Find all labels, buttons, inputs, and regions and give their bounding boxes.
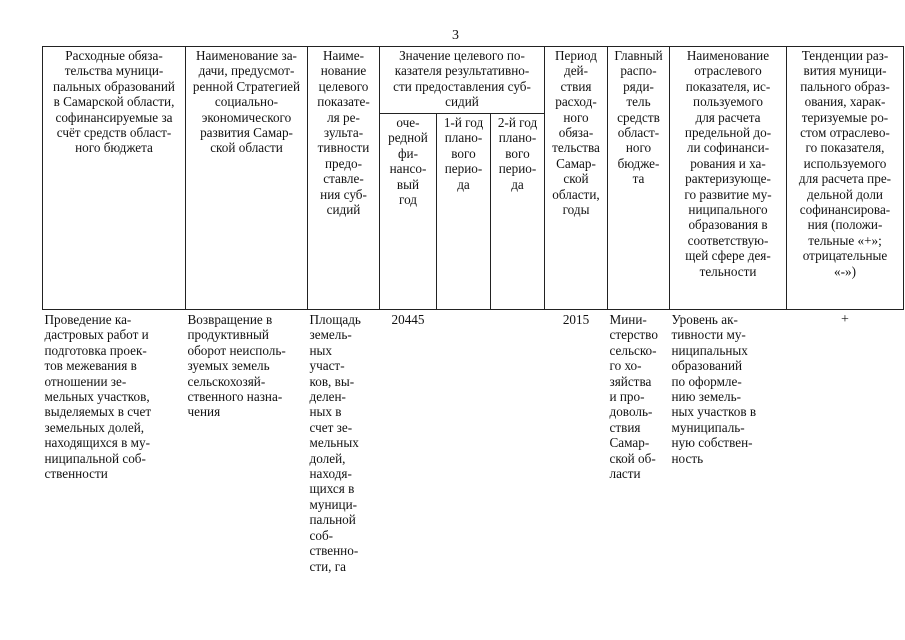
row-administrator-text: Мини- стерство сельско- го хо- зяйства и про- доволь- ствия Самар- ской об- ласти (609, 312, 658, 482)
header-second-planning-year: 2-й год плано- вого перио- да (491, 114, 545, 310)
header-current-year: оче- редной фи- нансо- вый год (380, 114, 437, 310)
page-number: 3 (452, 28, 459, 43)
header-first-planning-year: 1-й год плано- вого перио- да (437, 114, 491, 310)
row-trend-sign: + (841, 312, 849, 327)
header-task-name: Наименование за- дачи, предусмот- ренной Стратегией социально- экономического развития Самар- ской области (186, 47, 308, 310)
row-value-second-planning-year (491, 310, 545, 575)
row-value-current-year: 20445 (391, 312, 425, 327)
row-indicator-text: Площадь земель- ных участ- ков, вы- делен- ных в счет зе- мельных долей, находя- щихся в муници- пальной соб- ственно- сти, га (309, 312, 361, 574)
header-obligation-period: Период дей- ствия расход- ного обяза- тельства Самар- ской области, годы (545, 47, 608, 310)
header-development-trends: Тенденции раз- вития муници- пального образ- ования, харак- теризуемые ро- стом отраслево- го показателя, используемого для расчета пре- дельной доли софинансирова- ния (положи- тельные «+»; отрицательные «-») (787, 47, 904, 310)
header-chief-administrator: Главный распо- ряди- тель средств област- ного бюдже- та (608, 47, 670, 310)
header-row-top (43, 47, 904, 114)
header-target-indicator-name: Наиме- нование целевого показате- ля ре- зульта- тивности предо- ставле- ния суб- сидий (308, 47, 380, 310)
row-industry-indicator-text: Уровень ак- тивности му- ниципальных образований по оформле- нию земель- ных участков в муниципаль- ную собствен- ность (671, 312, 757, 466)
row-value-first-planning-year (437, 310, 491, 575)
header-target-value-group: Значение целевого по- казателя результативно- сти предоставления суб- сидий (380, 47, 545, 114)
subsidy-table (42, 46, 904, 575)
table-row (43, 310, 904, 575)
row-task-text: Возвращение в продуктивный оборот неисполь- зуемых земель сельскохозяй- ственного назна- чения (187, 312, 286, 420)
row-obligation-text: Проведение ка- дастровых работ и подготовка проек- тов межевания в отношении зе- мельных участков, выделяемых в счет земельных долей, находящихся в му- ниципальной соб- ственности (44, 312, 152, 482)
header-industry-indicator-name: Наименование отраслевого показателя, ис- пользуемого для расчета предельной до- ли софинанси- рования и ха- рактеризующе- го развитие му- ниципального образования в соответствую- щей сфере дея- тельности (670, 47, 787, 310)
row-period: 2015 (562, 312, 590, 327)
header-obligations: Расходные обяза- тельства муници- пальных образований в Самарской области, софинансируемые за счёт средств област- ного бюджета (43, 47, 186, 310)
